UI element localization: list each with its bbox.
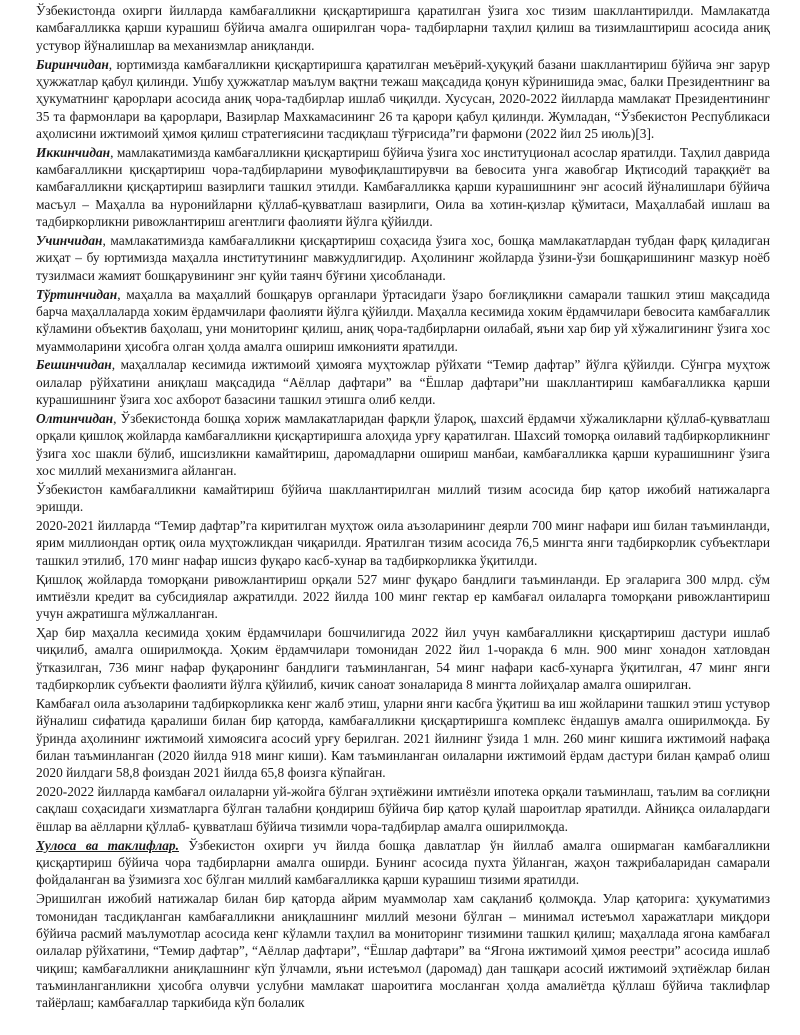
paragraph-lead: Бешинчидан	[36, 357, 112, 373]
paragraph-sixth: Олтинчидан, Ўзбекистонда бошқа хориж мамлакатларидан фарқли ўлароқ, шахсий ёрдамчи хўжаликларни қўллаб-қувватлаш орқали қишлоқ жойларда камбағалликни қисқартиришга алоҳида урғу қаратилган. Шахсий томорқа оилавий тадбиркорликнинг ўзига хос шакли бўлиб, ишсизликни камайтириш, даромадларни ошириш манбаи, камбағалликка қарши курашишнинг ўзига хос миллий механизмига айланган.	[36, 410, 770, 478]
section-heading: Хулоса ва таклифлар.	[36, 837, 179, 853]
paragraph-problems: Эришилган ижобий натижалар билан бир қаторда айрим муаммолар хам сақланиб қолмоқда. Улар қаторига: ҳукуматимиз томонидан тасдиқланган камбағалликни аниқлашнинг миллий мезони бўлган – минимал истеъмол харажатлари миқдори бўйича расмий маълумотлар асосида кенг кўламли таҳлил ва мониторинг тизимини ташкил қилиш; маҳаллада ягона камбағал оилалар рўйхатини, “Темир дафтар”, “Аёллар дафтари”, “Ёшлар дафтари” ва “Ягона ижтимоий ҳимоя реестри” асосида ишлаб чиқиш; камбағалликни аниқлашнинг кўп ўлчамли, яъни истеъмол (даромад) дан ташқари асосий ижтимоий эҳтиёжлар билан таъминланганликни ҳисобга олувчи услубни мамлакат шароитига мосланган ҳолда амалиётда қўллаш бўйича таклифлар тайёрлаш; камбағаллар таркибида кўп болалик	[36, 891, 770, 1011]
paragraph-fourth: Тўртинчидан, маҳалла ва маҳаллий бошқарув органлари ўртасидаги ўзаро боғлиқликни самарали ташкил этиш мақсадида барча маҳаллаларда хоким ёрдамчилари фаолияти йўлга қўйилди. Маҳалла кесимида хоким ёрдамчилари бевосита камбағаллик кўламини объектив баҳолаш, уни мониторинг қилиш, аниқ чора-тадбирларни оилабай, яъни хар бир уй хўжалигининг ўзига хос муаммоларини ҳисобга олган ҳолда амалга ошириш имконияти яратилди.	[36, 286, 770, 354]
paragraph-lead: Учинчидан	[36, 232, 103, 248]
paragraph-fifth: Бешинчидан, маҳаллалар кесимида ижтимоий ҳимояга муҳтожлар рўйхати “Темир дафтар” йўлга қўйилди. Сўнгра муҳтож оилалар рўйхатини аниқлаш мақсадида “Аёллар дафтари” ва “Ёшлар дафтари”ни шакллантириш камбағалликка қарши курашишнинг ўзига хос ахборот базасини ташкил этишга олиб келди.	[36, 357, 770, 408]
paragraph-lead: Олтинчидан	[36, 410, 114, 426]
paragraph-third: Учинчидан, мамлакатимизда камбағалликни қисқартириш соҳасида ўзига хос, бошқа мамлакатлардан тубдан фарқ қиладиган жиҳат – бу юртимизда маҳалла институтининг мавжудлигидир. Аҳолининг жойларда ўзини-ўзи бошқаришининг мазкур ноёб тузилмаси жамият бошқарувининг энг қуйи таянч бўғини ҳисобланади.	[36, 232, 770, 283]
paragraph-housing: 2020-2022 йилларда камбағал оилаларни уй-жойга бўлган эҳтиёжини имтиёзли ипотека орқали таъминлаш, таълим ва соғлиқни сақлаш соҳасидаги хизматларга бўлган талабни қондириш бўйича бир қатор қулай шароитлар яратилди. Айниқса оилалардаги ёшлар ва аёлларни қўллаб- қувватлаш бўйича тизимли чора-тадбирлар амалга оширилмоқда.	[36, 784, 770, 834]
paragraph-2020-2021: 2020-2021 йилларда “Темир дафтар”га киритилган муҳтож оила аъзоларининг деярли 700 минг нафари иш билан таъминланди, ярим миллиондан ортиқ оила муҳтожликдан чиқарилди. Яратилган тизим асосида 76,5 мингта янги тадбиркорлик субъектлари ташкил этилиб, 170 минг нафар ишсиз фуқаро касб-хунар ва тадбиркорликка ўқитилди.	[36, 517, 770, 568]
paragraph-lead: Биринчидан	[36, 56, 109, 72]
paragraph-first: Биринчидан, юртимизда камбағалликни қисқартиришга қаратилган меъёрий-ҳуқуқий базани шакллантириш бўйича энг зарур ҳужжатлар қабул қилинди. Ушбу ҳужжатлар маълум вақтни тежаш мақсадида қонун кўринишида эмас, балки Президентнинг ва ҳукуматнинг қарорлари асосида аниқ чора-тадбирлар ишлаб чиқилди. Хусусан, 2020-2022 йилларда мамлакат Президентининг 35 та фармонлари ва қарорлари, Вазирлар Махкамасининг 26 та қарори қабул қилинди. Жумладан, “Ўзбекистон Республикаси аҳолисини ижтимоий ҳимоя қилиш стратегиясини тасдиқлаш тўғрисида”ги фармони (2022 йил 25 июль)[3].	[36, 56, 770, 141]
paragraph-rural: Қишлоқ жойларда томорқани ривожлантириш орқали 527 минг фуқаро бандлиги таъминланди. Ер эгаларига 300 млрд. сўм имтиёзли кредит ва субсидиялар ажратилди. 2022 йилда 100 минг гектар ер камбағал оилаларга томорқани ривожлантириш учун ажратишга мўлжалланган.	[36, 571, 770, 622]
paragraph-mahalla: Ҳар бир маҳалла кесимида ҳоким ёрдамчилари бошчилигида 2022 йил учун камбағалликни қисқартириш дастури ишлаб чиқилиб, амалга оширилмоқда. Ҳоким ёрдамчилари томонидан 2022 йил 1-чоракда 6 млн. 900 минг хонадон хатловдан ўтказилган, 736 минг нафар фуқаронинг бандлиги таъминланган, 54 минг нафари касб-хунарга ўқитилган, 47 минг янги тадбиркорлик субъекти фаолияти йўлга қўйилиб, кичик саноат зоналарида 8 мингта лойиҳалар амалга оширилган.	[36, 625, 770, 693]
paragraph-conclusion: Хулоса ва таклифлар. Ўзбекистон охирги уч йилда бошқа давлатлар ўн йиллаб амалга оширмаган камбағалликни қисқартириш бўйича чора тадбирларни амалга оширди. Бунинг асосида пухта ўйланган, жаҳон тажрибаларидан самарали фойдаланган ва ўзимизга хос бўлган миллий камбағалликка қарши курашиш тизими яратилди.	[36, 837, 771, 888]
paragraph-social-protection: Камбағал оила аъзоларини тадбиркорликка кенг жалб этиш, уларни янги касбга ўқитиш ва иш жойларини ташкил этиш устувор йўналиш сифатида қаралиши билан бир қаторда, камбағалликни қисқартиришга комплекс ёндашув амалга оширилмоқда. Бу ўринда аҳолининг ижтимоий химоясига асосий урғу берилган. 2021 йилнинг ўзида 1 млн. 260 минг кишига ижтимоий нафақа билан таъминланган (2020 йилда 918 минг киши). Кам таъминланган оилаларни ижтимоий ёрдам дастури билан қамраб олиш 2020 йилдаги 58,8 фоиздан 2021 йилда 65,8 фоизга кўпайган.	[36, 695, 770, 781]
paragraph-results: Ўзбекистон камбағалликни камайтириш бўйича шакллантирилган миллий тизим асосида бир қатор ижобий натижаларга эришди.	[36, 481, 770, 515]
paragraph-intro: Ўзбекистонда охирги йилларда камбағалликни қисқартиришга қаратилган ўзига хос тизим шакллантирилди. Мамлакатда камбағалликка қарши курашиш бўйича амалга оширилган чора- тадбирларни таҳлил қилиш ва тизимлаштириш асосида аниқ устувор йўналишлар ва механизмлар аниқланди.	[36, 3, 770, 53]
paragraph-lead: Тўртинчидан	[36, 286, 118, 302]
paragraph-lead: Иккинчидан	[36, 144, 111, 160]
paragraph-second: Иккинчидан, мамлакатимизда камбағалликни қисқартириш бўйича ўзига хос институционал асослар яратилди. Таҳлил даврида камбағалликни қисқартириш чора-тадбирларини мувофиқлаштирувчи ва бевосита унга жавобгар Иқтисодий тараққиёт ва камбағалликни қисқартириш вазирлиги ташкил этилди. Камбағалликка қарши курашишнинг энг асосий йўналишлари бўйича масъул – Маҳалла ва нуронийларни қўллаб-қувватлаш вазирлиги, Оила ва хотин-қизлар қўмитаси, Маҳаллабай ишлаш ва тадбиркорликни ривожлантириш агентлиги фаолияти йўлга қўйилди.	[36, 144, 770, 230]
